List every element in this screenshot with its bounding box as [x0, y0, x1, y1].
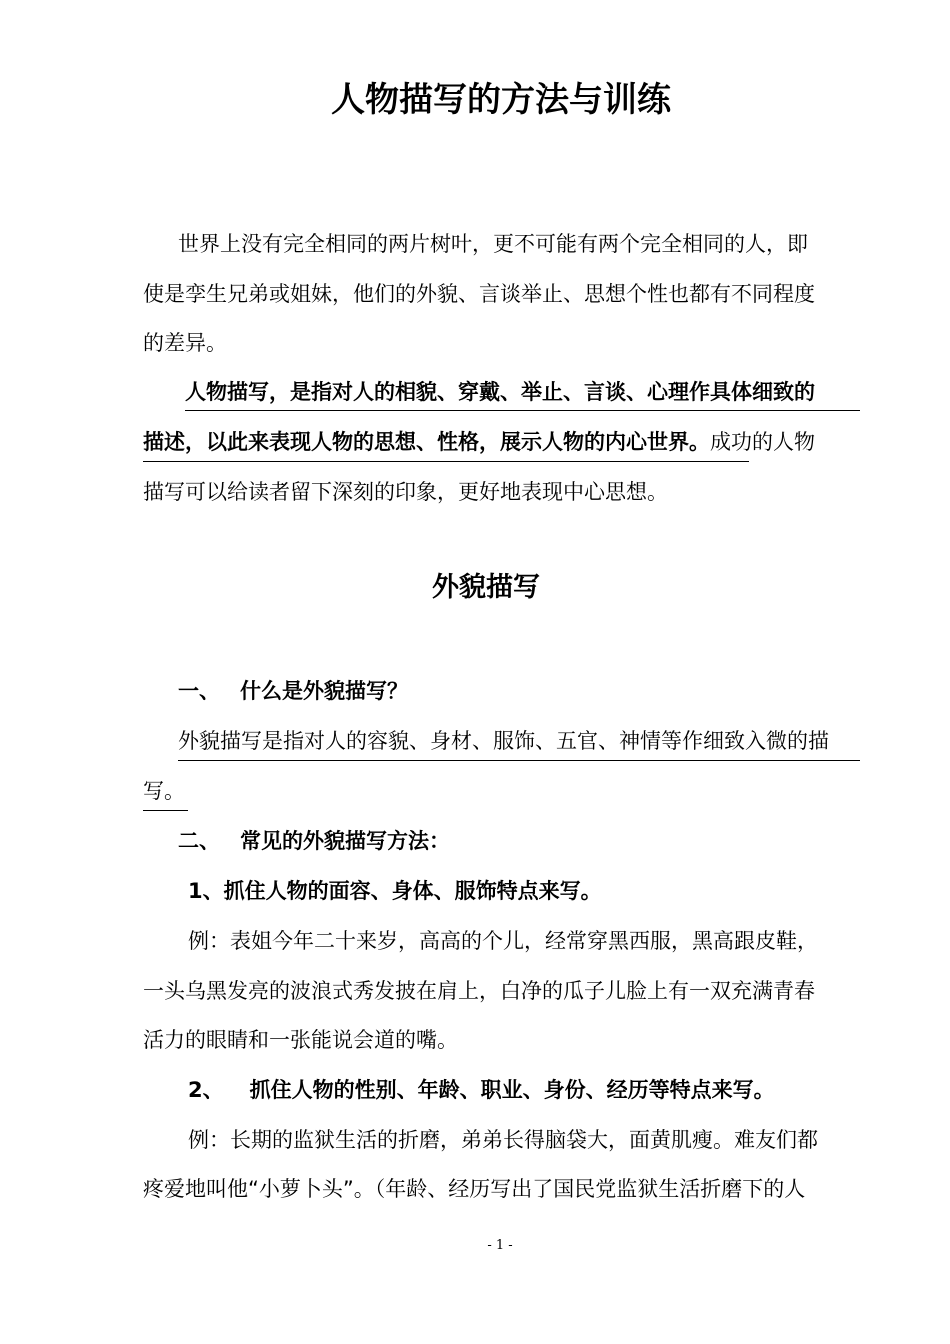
intro-line-1: 世界上没有完全相同的两片树叶，更不可能有两个完全相同的人，即 [178, 232, 808, 256]
definition-underline-1 [185, 410, 860, 411]
q1-answer-line-1: 外貌描写是指对人的容貌、身材、服饰、五官、神情等作细致入微的描 [178, 729, 829, 753]
q1-heading [178, 676, 408, 706]
definition-line-2 [143, 427, 815, 457]
definition-line-2-normal: 成功的人物 [710, 430, 815, 454]
method-1-title: 1、抓住人物的面容、身体、服饰特点来写。 [188, 879, 602, 903]
q1-underline-2 [143, 810, 188, 811]
method-2-line-1: 例：长期的监狱生活的折磨，弟弟长得脑袋大，面黄肌瘦。难友们都 [188, 1128, 818, 1152]
method-1-line-1: 例：表姐今年二十来岁，高高的个儿，经常穿黑西服，黑高跟皮鞋， [188, 929, 818, 953]
q2-text: 常见的外貌描写方法： [240, 829, 450, 853]
method-2-text: 抓住人物的性别、年龄、职业、身份、经历等特点来写。 [249, 1078, 775, 1102]
method-1-line-2: 一头乌黑发亮的波浪式秀发披在肩上，白净的瓜子儿脸上有一双充满青春 [143, 979, 815, 1003]
section-title: 外貌描写 [432, 572, 540, 603]
method-1-line-3: 活力的眼睛和一张能说会道的嘴。 [143, 1028, 458, 1052]
definition-line-2-bold: 描述，以此来表现人物的思想、性格，展示人物的内心世界。 [143, 430, 710, 454]
intro-line-3: 的差异。 [143, 331, 227, 355]
page-number: - 1 - [487, 1238, 513, 1253]
definition-line-3: 描写可以给读者留下深刻的印象，更好地表现中心思想。 [143, 480, 668, 504]
q1-text: 什么是外貌描写？ [240, 679, 408, 703]
definition-line-1: 人物描写，是指对人的相貌、穿戴、举止、言谈、心理作具体细致的 [185, 380, 815, 404]
q1-number: 一、 [178, 679, 220, 703]
q2-heading [178, 826, 450, 856]
page-title: 人物描写的方法与训练 [331, 80, 671, 120]
q2-number: 二、 [178, 829, 220, 853]
method-2-line-2: 疼爱地叫他“小萝卜头”。（年龄、经历写出了国民党监狱生活折磨下的人 [143, 1177, 806, 1201]
method-2-title [188, 1075, 775, 1105]
definition-underline-2 [143, 461, 749, 462]
q1-answer-line-2: 写。 [143, 779, 185, 803]
method-2-number: 2、 [188, 1078, 224, 1102]
intro-line-2: 使是孪生兄弟或姐妹，他们的外貌、言谈举止、思想个性也都有不同程度 [143, 282, 815, 306]
q1-underline-1 [178, 760, 860, 761]
